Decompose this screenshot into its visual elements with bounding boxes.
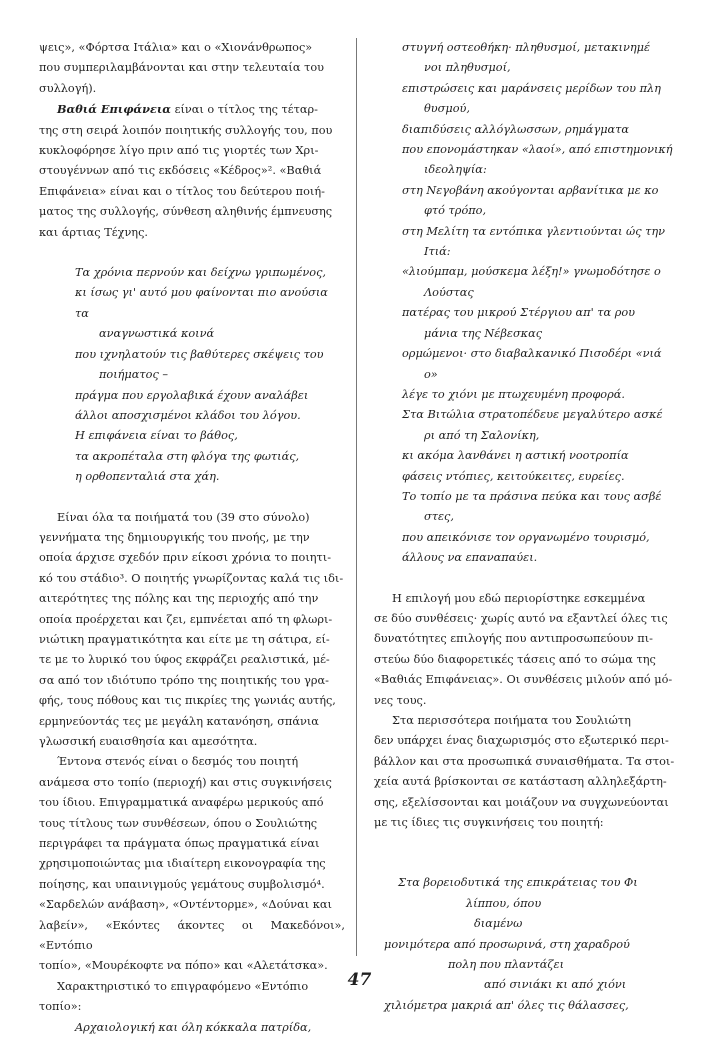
text-line: που συμπεριλαμβάνονται και στην τελευταία του [39, 61, 325, 75]
left-column [39, 38, 345, 1038]
verse-line: νοι πληθυσμοί, [424, 61, 511, 75]
verse-line: «λιούμπαμ, μούσκεμα λέξη!» γνωμοδότησε ο [402, 265, 661, 279]
verse-line: επιστρώσεις και μαράνσεις μερίδων του πλη [402, 81, 661, 95]
verse-line: ο» [424, 367, 438, 381]
text-line: χεία αυτά βρίσκονται σε κατάσταση αλληλεξάρτη- [374, 775, 667, 789]
text-line: τοπίο»: [39, 1000, 82, 1014]
verse-line: φτό τρόπο, [424, 204, 487, 218]
verse-line: άλλους να επαναπαύει. [402, 551, 538, 565]
verse-line: κι ακόμα λανθάνει η αστική νοοτροπία [402, 449, 629, 463]
text-line: οποία προέρχεται και ζει, εμπνέεται από τη φλωρι- [39, 612, 333, 626]
verse-line: ιδεοληψία: [424, 163, 487, 177]
verse-line: ρι από τη Σαλονίκη, [424, 428, 540, 442]
text-line: «Σαρδελών ανάβαση», «Οντέντορμε», «Δούναι και [39, 898, 332, 912]
verse-line: Ιτιά: [424, 245, 451, 259]
verse-line: η ορθοπενταλιά στα χάη. [75, 470, 220, 484]
text-line: τοπίο», «Μουρέκοφτε να πόπο» και «Αλετάτσκα». [39, 959, 328, 973]
text-line: ψεις», «Φόρτσα Ιτάλια» και ο «Χιονάνθρωπος» [39, 41, 313, 54]
verse-line: από σινιάκι κι από χιόνι [484, 978, 627, 992]
text-line: κυκλοφόρησε λίγο πριν από τις γιορτές των Χρι- [39, 144, 319, 158]
column-divider [356, 38, 357, 956]
text-line: και άρτιας Τέχνης. [39, 225, 148, 239]
poem-excerpt-northwest [374, 873, 688, 1016]
text-line: γλωσσική ευαισθησία και αμεσότητα. [39, 735, 258, 748]
text-line: σα από τον ιδιότυπο τρόπο της ποιητικής του γρα- [39, 673, 329, 687]
text-line: τε με το λυρικό του ύφος εκφράζει ρεαλιστικά, μέ- [39, 653, 330, 667]
paragraph-landscape-bond [39, 752, 345, 976]
paragraph-book-title [39, 99, 345, 243]
text-line: περιγράφει τα πράγματα όπως πραγματικά είναι [39, 837, 320, 851]
text-line: νιώτικη πραγματικότητα και είτε με τη σάτιρα, εί- [39, 632, 330, 646]
text-line: ερμηνεύοντάς τες με μεγάλη κατανόηση, σπάνια [39, 714, 319, 728]
text-line: αιτερότητες της πόλης και της περιοχής από την [39, 592, 319, 606]
verse-line: τα ακροπέταλα στη φλόγα της φωτιάς, [75, 449, 300, 463]
verse-line: πατέρας του μικρού Στέργιου απ' τα ρου [402, 306, 636, 320]
right-column [374, 38, 688, 1016]
text-line: οποία άρχισε σχεδόν πριν είκοσι χρόνια το ποιητι- [39, 551, 332, 565]
text-line: γεννήματα της δημιουργικής του πνοής, με την [39, 530, 310, 544]
verse-line: στες, [424, 510, 454, 524]
text-line: Έντονα στενός είναι ο δεσμός του ποιητή [57, 755, 299, 769]
paragraph-environment [374, 711, 688, 833]
paragraph-selection [374, 589, 688, 711]
text-line: δυνατότητες επιλογής που αντιπροσωπεύουν πι- [374, 632, 653, 646]
text-line: Χαρακτηριστικό το επιγραφόμενο «Εντόπιο [57, 979, 309, 993]
verse-line: στη Νεγοβάνη ακούγονται αρβανίτικα με κο [402, 183, 659, 197]
poem-excerpt-local-landscape [374, 38, 688, 569]
verse-line: Τα χρόνια περνούν και δείχνω γριπωμένος, [75, 266, 326, 280]
text-line: δεν υπάρχει ένας διαχωρισμός στο εξωτερικό περι- [374, 734, 669, 748]
verse-line: χιλιόμετρα μακριά απ' όλες τις θάλασσες, [384, 998, 629, 1012]
text-line: κό του στάδιο³. Ο ποιητής γνωρίζοντας καλά τις ιδι- [39, 571, 344, 585]
text-line: με τις ίδιες τις συγκινήσεις του ποιητή: [374, 816, 604, 830]
text-line: σης, εξελίσσονται και μοιάζουν να συγχωνεύονται [374, 795, 669, 809]
text-line: στουγέννων από τις εκδόσεις «Κέδρος»². «Βαθιά [39, 164, 322, 178]
text-line: σε δύο συνθέσεις· χωρίς αυτό να εξαντλεί όλες τις [374, 611, 668, 625]
text-line: της στη σειρά λοιπόν ποιητικής συλλογής του, που [39, 123, 333, 137]
text-line: νες τους. [374, 693, 427, 707]
text-line: λαβείν», «Εκόντες άκοντες οι Μακεδόνοι», «Εντόπιο [39, 918, 345, 953]
paragraph-poems-count [39, 508, 345, 753]
text-line: χρησιμοποιώντας μια ιδιαίτερη εικονογραφία της [39, 857, 326, 871]
text-line: ποίησης, και υπαινιγμούς γεμάτους συμβολισμό⁴. [39, 877, 325, 891]
text-line: τους τίτλους των συνθέσεων, όπου ο Σουλιώτης [39, 816, 318, 830]
verse-line: θυσμού, [424, 102, 470, 116]
verse-line: ορμώμενοι· στο διαβαλκανικό Πισοδέρι «νιά [402, 347, 662, 361]
text-line: Στα περισσότερα ποιήματα του Σουλιώτη [392, 714, 631, 727]
verse-line: που ιχνηλατούν τις βαθύτερες σκέψεις του [75, 347, 324, 361]
text-line: βάλλον και στα προσωπικά συναισθήματα. Τα στοι- [374, 754, 675, 768]
text-line: Είναι όλα τα ποιήματά του (39 στο σύνολο) [57, 510, 310, 524]
verse-line: Λούστας [424, 285, 474, 299]
text-line: συλλογή). [39, 81, 97, 95]
text-line: φής, τους πόθους και τις πικρίες της γωνιάς αυτής, [39, 694, 336, 708]
text-line: στεύω δύο διαφορετικές τάσεις από το σώμα της [374, 652, 656, 666]
verse-line: άλλοι αποσχισμένοι κλάδοι του λόγου. [75, 408, 301, 422]
text-line: Επιφάνεια» είναι και ο τίτλος του δεύτερου ποιή- [39, 184, 325, 198]
verse-line: λέγε το χιόνι με πτωχευμένη προφορά. [402, 387, 625, 401]
page-number: 47 [347, 970, 372, 990]
verse-line: Το τοπίο με τα πράσινα πεύκα και τους ασβέ [402, 489, 662, 503]
verse-line: Αρχαιολογική και όλη κόκκαλα πατρίδα, [75, 1020, 312, 1034]
verse-line: Στα βορειοδυτικά της επικράτειας του Φι [398, 876, 638, 890]
verse-line: αναγνωστικά κοινά [99, 327, 215, 341]
text-line: ματος της συλλογής, σύνθεση αληθινής έμπνευσης [39, 205, 333, 219]
verse-line: κι ίσως γι' αυτό μου φαίνονται πιο ανούσια τα [75, 286, 328, 320]
verse-line: διαπιδύσεις αλλόγλωσσων, ρημάγματα [402, 122, 630, 136]
verse-line: μονιμότερα από προσωρινά, στη χαραδρού [384, 937, 630, 951]
verse-line: πολη που πλαντάζει [448, 958, 565, 972]
text-line: του ίδιου. Επιγραμματικά αναφέρω μερικούς από [39, 796, 324, 810]
verse-line: μάνια της Νέβεσκας [424, 326, 543, 340]
verse-line: Στα Βιτώλια στρατοπέδευε μεγαλύτερο ασκέ [402, 408, 663, 422]
verse-line: φάσεις ντόπιες, κειτούκειτες, ευρείες. [402, 469, 625, 483]
verse-line: διαμένω [474, 917, 523, 931]
verse-line: στυγνή οστεοθήκη· πληθυσμοί, μετακινημέ [402, 41, 651, 54]
text-line: είναι ο τίτλος της τέταρ- [171, 103, 318, 117]
verse-line: που επονομάστηκαν «λαοί», από επιστημονική [402, 143, 673, 157]
poem-excerpt-surface [39, 263, 345, 487]
verse-line: που απεικόνισε τον οργανωμένο τουρισμό, [402, 530, 650, 544]
verse-line: λίππου, όπου [466, 896, 542, 910]
verse-line: Η επιφάνεια είναι το βάθος, [75, 429, 238, 443]
verse-line: ποιήματος – [99, 368, 169, 382]
verse-line: στη Μελίτη τα εντόπικα γλεντιούνται ώς την [402, 224, 666, 238]
text-line: «Βαθιάς Επιφάνειας». Οι συνθέσεις μιλούν από μό- [374, 673, 673, 687]
text-line: Η επιλογή μου εδώ περιορίστηκε εσκεμμένα [392, 591, 646, 605]
verse-line: πράγμα που εργολαβικά έχουν αναλάβει [75, 388, 309, 402]
paragraph-intro-end [39, 38, 345, 99]
book-title: Βαθιά Επιφάνεια [57, 102, 171, 117]
text-line: ανάμεσα στο τοπίο (περιοχή) και στις συγκινήσεις [39, 775, 332, 789]
